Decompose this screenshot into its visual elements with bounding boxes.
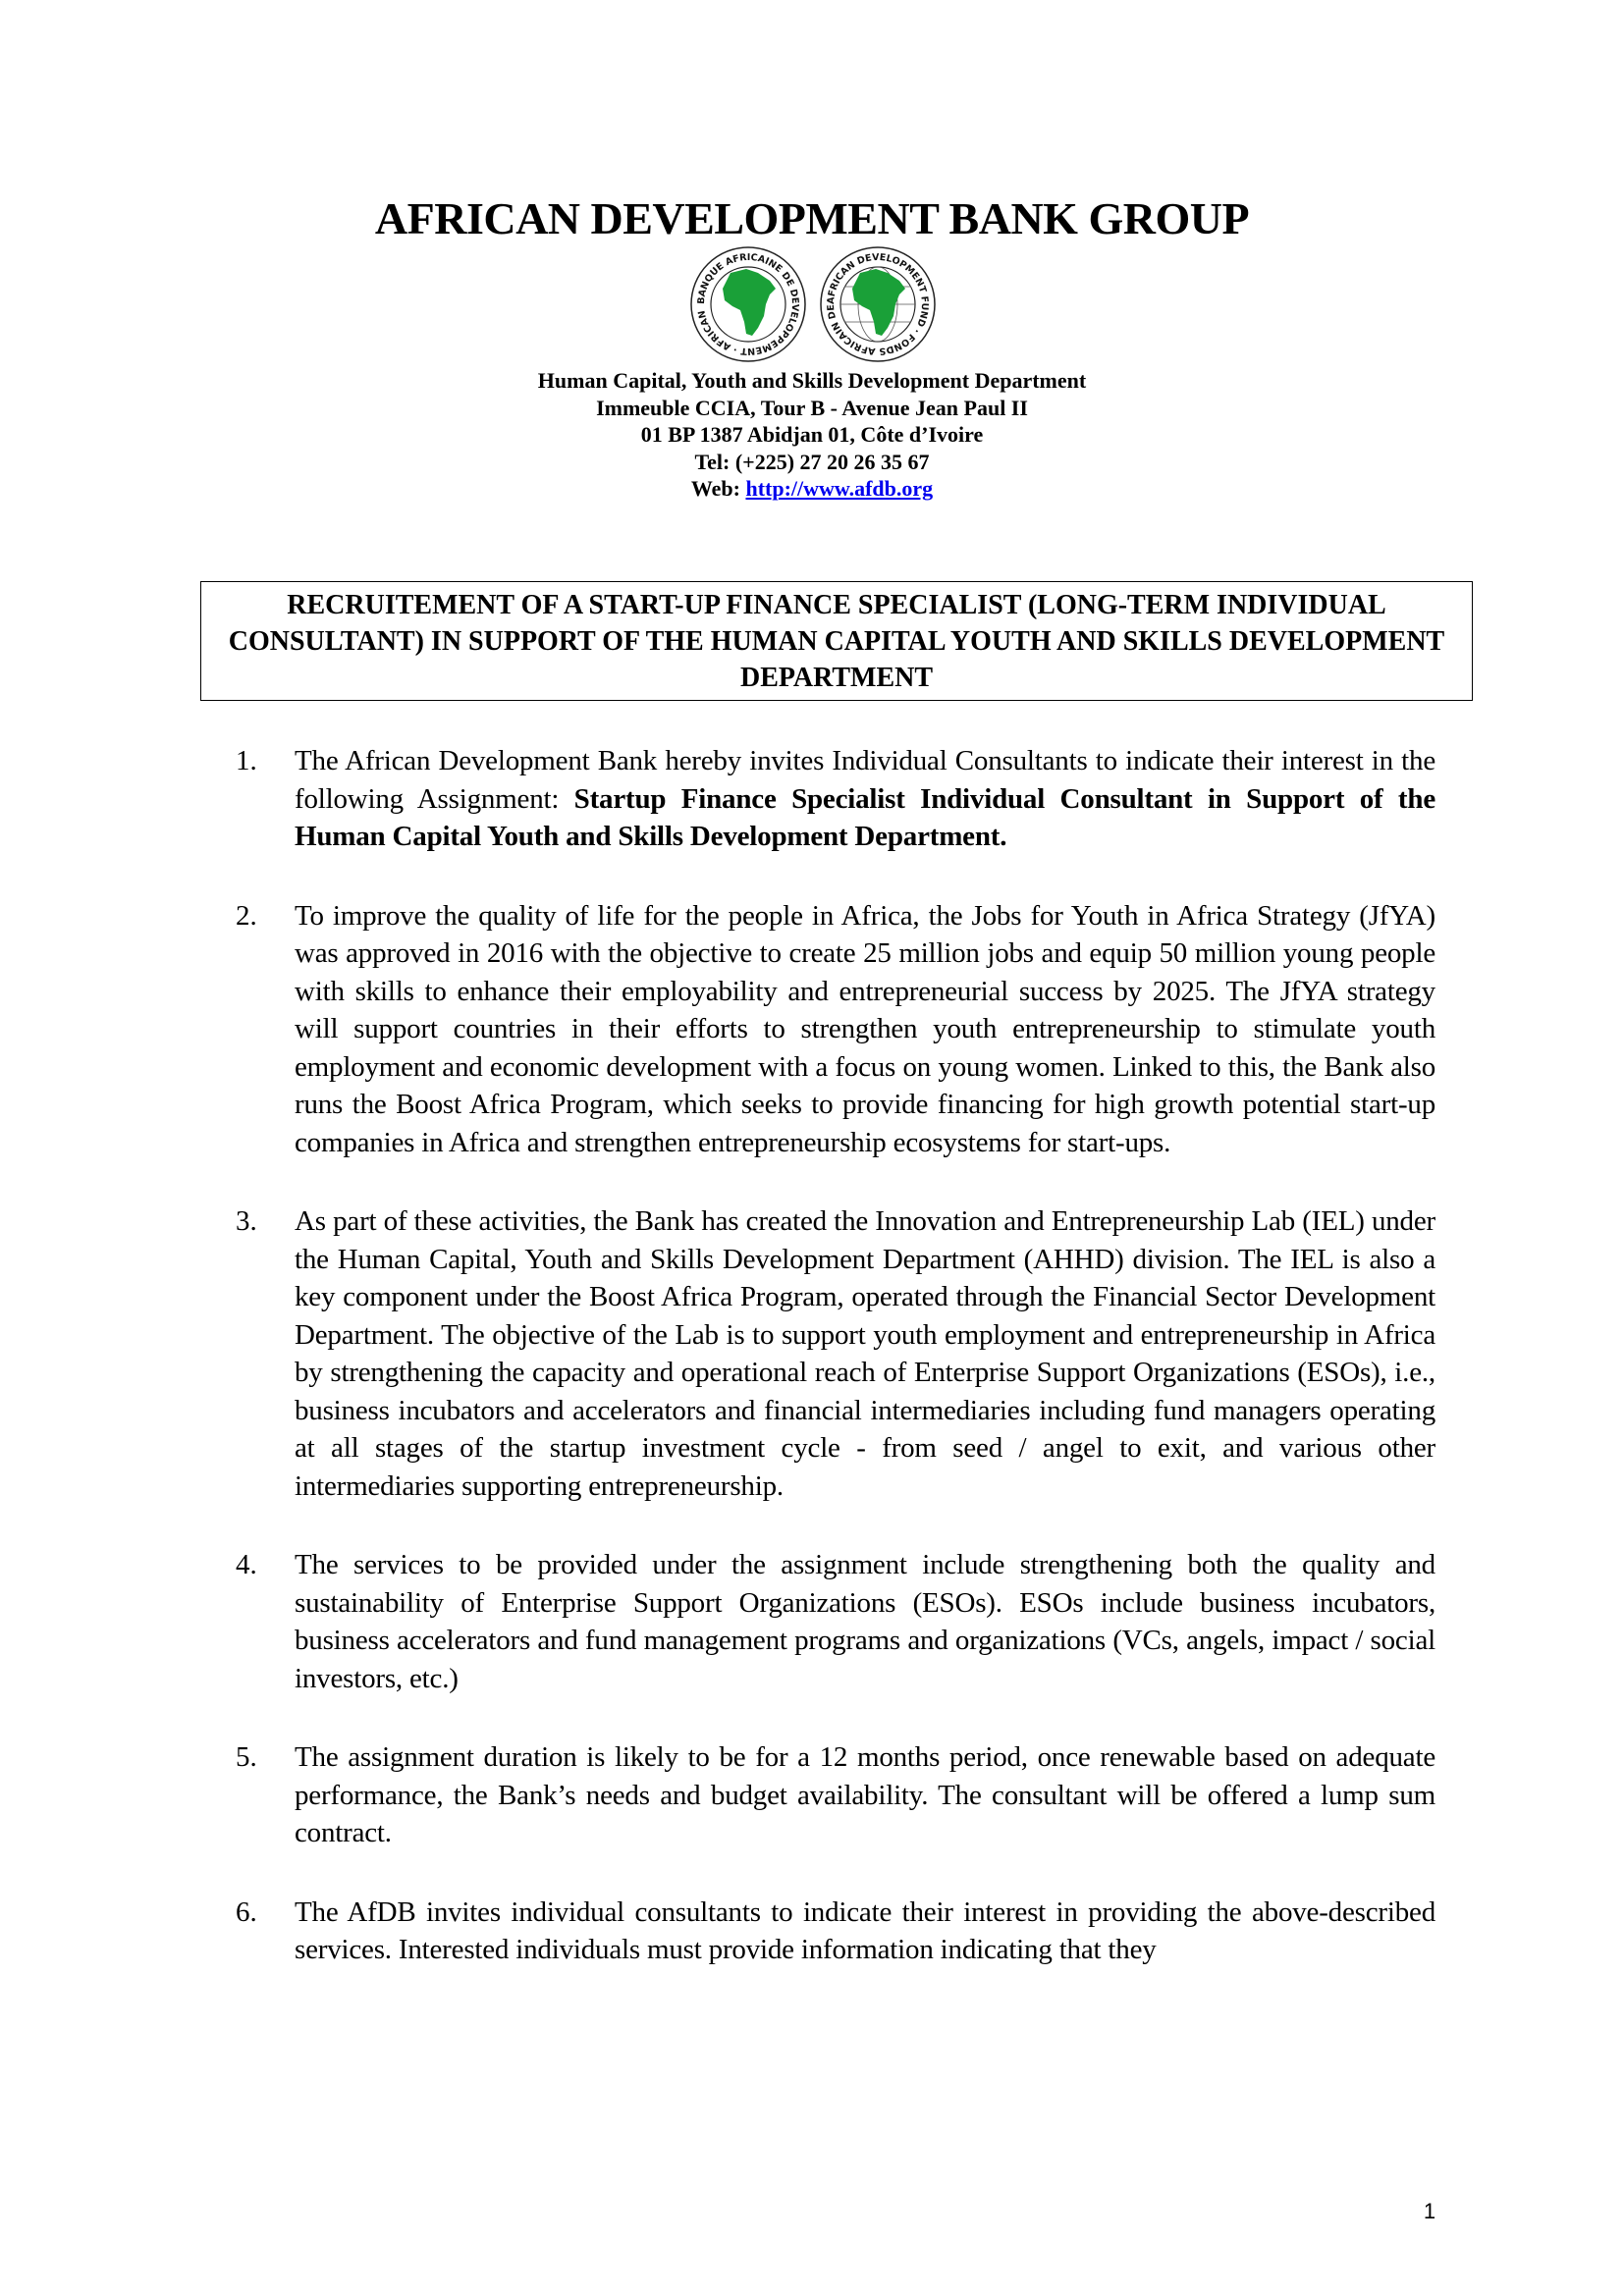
paragraph-text: The African Development Bank hereby invites Individual Consultants to indicate their interest in the following Assignment: [295, 745, 1435, 815]
item-text: The services to be provided under the assignment include strengthening both the quality and sustainability of Enterprise Support Organizations (ESOs). ESOs include business incubators, business accelerators and fund management programs and organizations (VCs, angels, impact / social investors, etc.) [295, 1549, 1435, 1694]
africa-map-left [723, 269, 776, 336]
address-line-web [0, 475, 1624, 503]
list-item [236, 1738, 1437, 1852]
web-label: Web: [690, 476, 746, 501]
item-number: 1. [236, 745, 257, 776]
afdb-logo [687, 243, 939, 365]
numbered-paragraphs [236, 742, 1437, 2010]
department-address [0, 367, 1624, 503]
page-number: 1 [1423, 2199, 1436, 2223]
item-number: 2. [236, 899, 257, 932]
list-item [236, 742, 1437, 856]
item-text: The AfDB invites individual consultants to indicate their interest in providing the above-described services. Interested individuals must provide information indicating that they [295, 1896, 1435, 1965]
svg-text:BANQUE AFRICAINE DE DEVELOPPEM: BANQUE AFRICAINE DE DEVELOPPEMENT · AFRICAN [695, 251, 801, 357]
address-line-phone: Tel: (+225) 27 20 26 35 67 [694, 449, 930, 474]
list-item [236, 1202, 1437, 1505]
notice-title-box [200, 581, 1473, 701]
item-text: The assignment duration is likely to be for a 12 months period, once renewable based on adequate performance, the Bank’s needs and budget availability. The consultant will be offered a lump sum contract. [295, 1741, 1435, 1848]
svg-text:AFRICAN DEVELOPMENT FUND · FON: AFRICAN DEVELOPMENT FUND · FONDS AFRICAIN DE [825, 251, 931, 357]
address-line-postal: 01 BP 1387 Abidjan 01, Côte d’Ivoire [640, 422, 984, 447]
website-link[interactable]: http://www.afdb.org [745, 476, 934, 501]
address-line-building: Immeuble CCIA, Tour B - Avenue Jean Paul II [596, 395, 1028, 420]
list-item [236, 897, 1437, 1162]
list-item [236, 1894, 1437, 1969]
item-text: To improve the quality of life for the people in Africa, the Jobs for Youth in Africa Strategy (JfYA) was approved in 2016 with the objective to create 25 million jobs and equip 50 million young people with skills to enhance their employability and entrepreneurial success by 2025. The JfYA strategy will support countries in their efforts to strengthen youth entrepreneurship to stimulate youth employment and economic development with a focus on young women. Linked to this, the Bank also runs the Boost Africa Program, which seeks to provide financing for high growth potential start-up companies in Africa and strengthen entrepreneurship ecosystems for start-ups. [295, 899, 1435, 1158]
assignment-title: Startup Finance Specialist Individual Consultant in Support of the Human Capital Youth and Skills Development Department. [295, 782, 1435, 852]
bank-seal [687, 243, 805, 361]
afdb-emblem [687, 243, 939, 365]
item-number: 3. [236, 1205, 257, 1237]
item-number: 5. [236, 1741, 257, 1773]
item-number: 4. [236, 1549, 257, 1580]
organization-title: AFRICAN DEVELOPMENT BANK GROUP [374, 193, 1250, 243]
item-text [295, 742, 1435, 856]
address-line-department: Human Capital, Youth and Skills Development Department [537, 368, 1087, 393]
item-number: 6. [236, 1896, 257, 1928]
item-text: As part of these activities, the Bank has created the Innovation and Entrepreneurship Lab (IEL) under the Human Capital, Youth and Skills Development Department (AHHD) division. The IEL is also a key component under the Boost Africa Program, operated through the Financial Sector Development Department. The objective of the Lab is to support youth employment and entrepreneurship in Africa by strengthening the capacity and operational reach of Enterprise Support Organizations (ESOs), i.e., business incubators and accelerators and financial intermediaries including fund managers operating at all stages of the startup investment cycle - from seed / angel to exit, and various other intermediaries supporting entrepreneurship. [295, 1205, 1435, 1502]
list-item [236, 1546, 1437, 1697]
notice-title: RECRUITEMENT OF A START-UP FINANCE SPECIALIST (LONG-TERM INDIVIDUAL CONSULTANT) IN SUPPORT OF THE HUMAN CAPITAL YOUTH AND SKILLS DEVELOPMENT DEPARTMENT [228, 589, 1445, 693]
